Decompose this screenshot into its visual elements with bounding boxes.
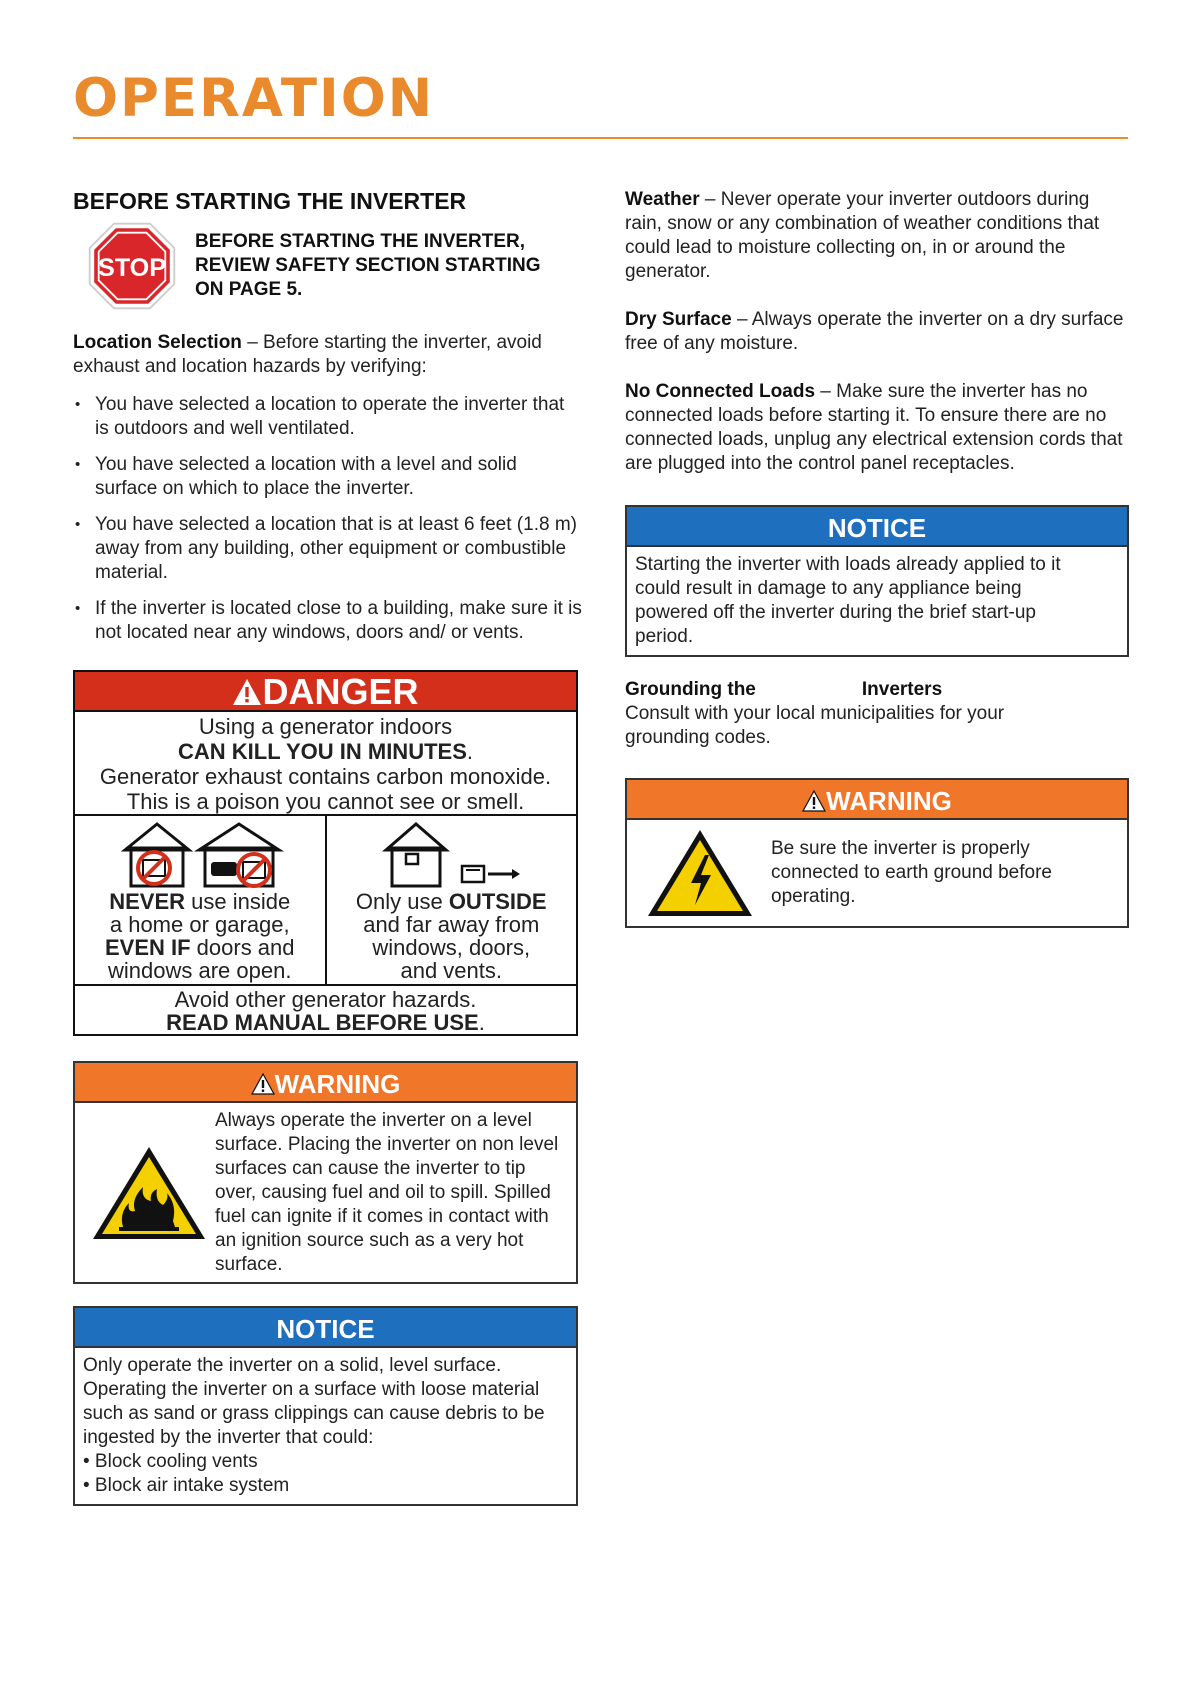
location-text: – Before starting the inverter, avoid exhaust and location hazards by verifying: (73, 332, 542, 377)
alert-triangle-icon (802, 790, 826, 812)
outside-line-1 (327, 890, 577, 913)
list-item: • If the inverter is located close to a building, make sure it is not located near any windows, doors and/ or vents. (73, 597, 583, 645)
page-title: OPERATION (73, 68, 435, 129)
outside-pre: Only use (355, 889, 449, 914)
notice-box-solid-surface (73, 1306, 578, 1506)
danger-header (75, 672, 576, 712)
danger-footer (75, 986, 576, 1034)
outside-line-4: and vents. (400, 958, 502, 983)
list-item: • You have selected a location with a level and solid surface on which to place the inverter. (73, 453, 583, 501)
list-item: • You have selected a location that is at least 6 feet (1.8 m) away from any building, other equipment or combustible material. (73, 513, 583, 585)
generator-outside-icon (376, 820, 526, 890)
no-loads-label: No Connected Loads (625, 381, 816, 402)
warning-body (75, 1103, 576, 1282)
never-text: NEVER (109, 889, 186, 914)
never-line-2: a home or garage, (109, 912, 290, 937)
danger-kill-text: CAN KILL YOU IN MINUTES (178, 739, 467, 764)
stop-sign-text: STOP (97, 253, 167, 282)
grounding-heading-b: Inverters (861, 679, 943, 700)
danger-line-1: Using a generator indoors (198, 714, 453, 739)
alert-triangle-icon (232, 678, 262, 706)
never-rest: use inside (185, 889, 291, 914)
never-line-1 (75, 890, 325, 913)
even-if-text: EVEN IF (104, 935, 191, 960)
dry-surface-label: Dry Surface (625, 309, 732, 330)
warning-box-level-surface (73, 1061, 578, 1284)
notice-header: NOTICE (627, 507, 1127, 547)
dry-surface-paragraph (625, 308, 1130, 356)
stop-sign-icon (87, 221, 177, 311)
list-item: • You have selected a location to operate the inverter that is outdoors and well ventilated. (73, 393, 583, 441)
outside-only-cell (325, 816, 577, 984)
section-heading: BEFORE STARTING THE INVERTER (73, 188, 467, 214)
read-manual-period: . (478, 1010, 485, 1035)
danger-line-3: Generator exhaust contains carbon monoxide. (99, 764, 552, 789)
no-loads-text: – Make sure the inverter has no connected loads before starting it. To ensure there are no connected loads, unplug any electrical extension cords that are plugged into the control panel receptacles. (625, 381, 1123, 474)
location-label: Location Selection (73, 332, 242, 353)
warning-header (627, 780, 1127, 820)
left-column (73, 188, 583, 657)
fire-hazard-icon (89, 1143, 209, 1243)
never-inside-cell (75, 816, 325, 984)
grounding-heading (625, 678, 1130, 702)
grounding-section (625, 678, 1130, 750)
weather-text: – Never operate your inverter outdoors during rain, snow or any combination of weather conditions that could lead to moisture collecting on, in or around the generator. (625, 189, 1100, 282)
read-manual-text: READ MANUAL BEFORE USE (166, 1010, 479, 1035)
electric-shock-icon (645, 827, 755, 919)
dry-surface-text: – Always operate the inverter on a dry surface free of any moisture. (625, 309, 1124, 354)
outside-line-2: and far away from (363, 912, 540, 937)
danger-line-2 (75, 739, 576, 764)
header-rule (73, 137, 1128, 139)
notice-header: NOTICE (75, 1308, 576, 1348)
notice-box-loads (625, 505, 1129, 657)
notice-body (75, 1348, 576, 1504)
stop-callout-text (195, 230, 541, 302)
stop-line-3: ON PAGE 5. (195, 279, 303, 300)
even-if-rest: doors and (190, 935, 295, 960)
danger-statement (75, 712, 576, 816)
no-loads-paragraph (625, 380, 1130, 476)
warning-title: WARNING (826, 786, 952, 816)
outside-line-3: windows, doors, (372, 935, 531, 960)
stop-line-1: BEFORE STARTING THE INVERTER, (195, 231, 526, 252)
never-line-4: windows are open. (108, 958, 292, 983)
stop-line-2: REVIEW SAFETY SECTION STARTING (195, 255, 541, 276)
no-generator-indoors-icon (115, 820, 285, 890)
never-line-3 (75, 936, 325, 959)
danger-line-2-period: . (466, 739, 473, 764)
warning-text: Always operate the inverter on a level surface. Placing the inverter on non level surfaces can cause the inverter to tip over, causing fuel and oil to spill. Spilled fuel can ignite if it comes in contact with an ignition source such as a very hot surface. (215, 1109, 559, 1275)
location-bullets (73, 393, 583, 645)
location-selection (73, 331, 583, 379)
list-item: • Block air intake system (83, 1475, 290, 1496)
grounding-text: Consult with your local municipalities for your grounding codes. (625, 703, 1005, 748)
alert-triangle-icon (251, 1073, 275, 1095)
danger-line-4: This is a poison you cannot see or smell. (126, 789, 525, 814)
grounding-heading-a: Grounding the (625, 679, 756, 700)
right-column (625, 188, 1130, 476)
warning-body (627, 820, 1127, 926)
danger-box (73, 670, 578, 1036)
notice-text: Starting the inverter with loads already applied to it could result in damage to any appliance being powered off the inverter during the brief start-up period. (635, 554, 1061, 647)
danger-title: DANGER (262, 671, 419, 712)
warning-title: WARNING (274, 1069, 401, 1099)
list-item: • Block cooling vents (83, 1451, 258, 1472)
warning-box-ground (625, 778, 1129, 928)
stop-callout (73, 221, 583, 311)
warning-text: Be sure the inverter is properly connected to earth ground before operating. (771, 838, 1052, 907)
outside-text: OUTSIDE (448, 889, 547, 914)
weather-paragraph (625, 188, 1130, 284)
danger-footer-line-2 (75, 1011, 576, 1034)
danger-footer-line-1: Avoid other generator hazards. (174, 987, 477, 1012)
warning-header (75, 1063, 576, 1103)
notice-text: Only operate the inverter on a solid, level surface. Operating the inverter on a surface with loose material such as sand or grass clippings can cause debris to be ingested by the inverter that could: (83, 1355, 545, 1448)
weather-label: Weather (625, 189, 700, 210)
danger-pictograms (75, 816, 576, 986)
